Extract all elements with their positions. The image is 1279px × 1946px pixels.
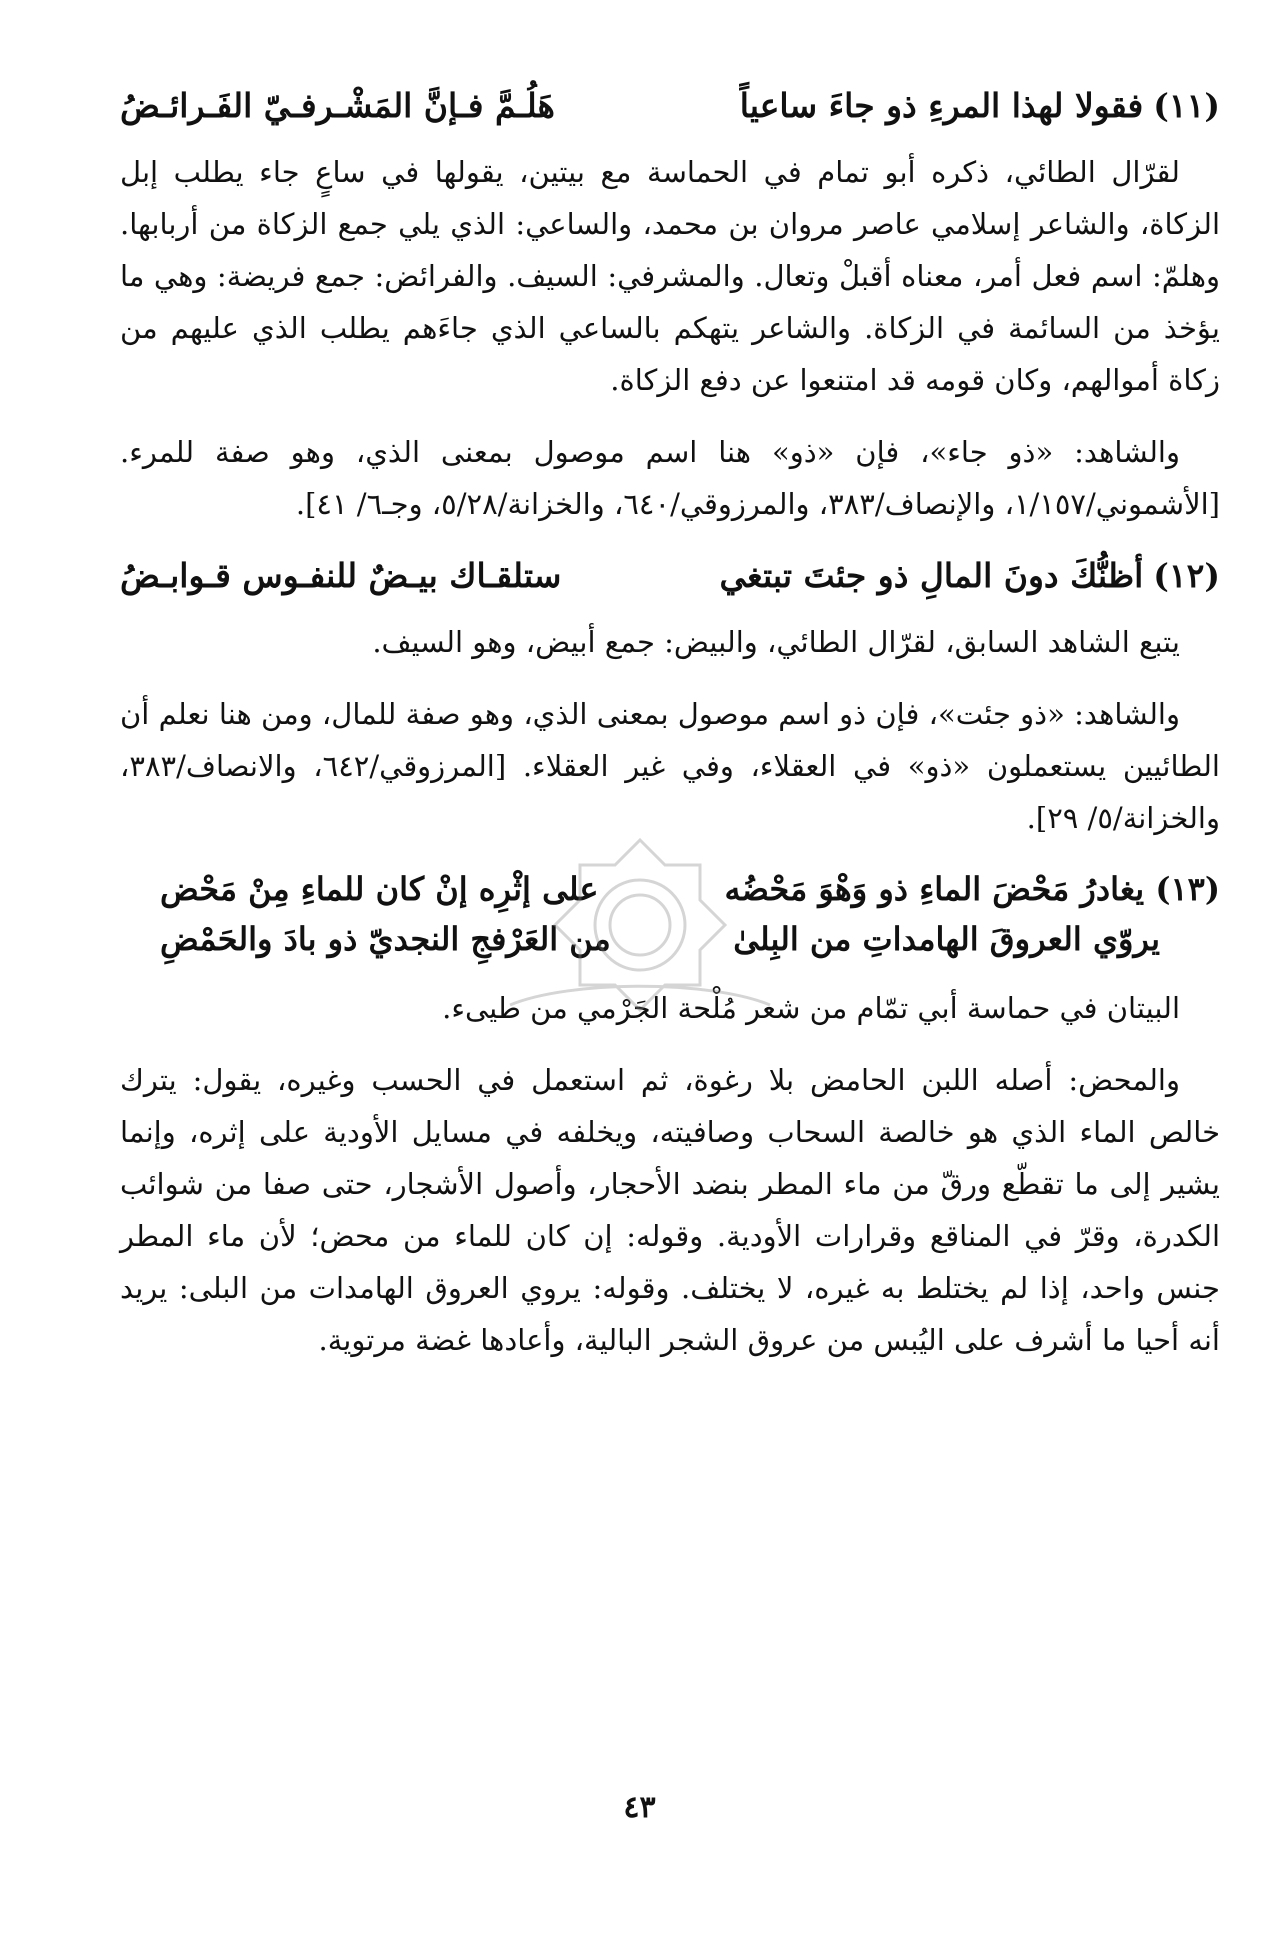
- verse-number: (١٢): [1153, 556, 1220, 595]
- commentary-paragraph: والمحض: أصله اللبن الحامض بلا رغوة، ثم استعمل في الحسب وغيره، يقول: يترك خالص الماء الذي هو خالصة السحاب وصافيته، ويخلفه في مسايل الأودية على إثره، وإنما يشير إلى ما تقطّع ورقّ من ماء المطر بنضد الأحجار، وأصول الأشجار، حتى صفا من شوائب الكدرة، وقرّ في المناقع وقرارات الأودية. وقوله: إن كان للماء من محض؛ لأن ماء المطر جنس واحد، إذا لم يختلط به غيره، لا يختلف. وقوله: يروي العروق الهامدات من البلى: يريد أنه أحيا ما أشرف على اليُبس من عروق الشجر البالية، وأعادها غضة مرتوية.: [120, 1063, 1220, 1357]
- verse-12: [120, 550, 1220, 602]
- verse-second-hemistich: على إثْرِه إنْ كان للماءِ مِنْ مَحْض: [160, 870, 599, 908]
- verse-11: [120, 80, 1220, 132]
- verse-second-hemistich: من العَرْفجِ النجديّ ذو بادَ والحَمْضِ: [160, 920, 611, 958]
- verse-second-hemistich: هَلُـمَّ فـإنَّ المَشْـرفـيّ الفَـرائـضُ: [120, 86, 555, 125]
- evidence-paragraph: والشاهد: «ذو جئت»، فإن ذو اسم موصول بمعنى الذي، وهو صفة للمال، ومن هنا نعلم أن الطائيين يستعملون «ذو» في العقلاء، وفي غير العقلاء. [المرزوقي/٦٤٢، والانصاف/٣٨٣، والخزانة/٥/ ٢٩].: [120, 697, 1220, 835]
- verse-first-hemistich: يغادرُ مَحْضَ الماءِ ذو وَهْوَ مَحْضُه: [724, 870, 1145, 908]
- verse-number: (١١): [1153, 86, 1220, 125]
- verse-number: (١٣): [1155, 870, 1220, 908]
- evidence-paragraph: والشاهد: «ذو جاء»، فإن «ذو» هنا اسم موصول بمعنى الذي، وهو صفة للمرء. [الأشموني/١/١٥٧، والإنصاف/٣٨٣، والمرزوقي/٦٤٠، والخزانة/٥/٢٨، وجـ٦/ ٤١].: [120, 435, 1220, 521]
- verse-second-hemistich: ستلقـاك بيـضٌ للنفـوس قـوابـضُ: [120, 556, 562, 595]
- verse-first-hemistich: فقولا لهذا المرءِ ذو جاءَ ساعياً: [739, 86, 1144, 125]
- verse-13: [120, 864, 1220, 964]
- verse-first-hemistich: أظنُّكَ دونَ المالِ ذو جئتَ تبتغي: [719, 556, 1144, 595]
- commentary-paragraph: يتبع الشاهد السابق، لقرّال الطائي، والبيض: جمع أبيض، وهو السيف.: [372, 625, 1180, 659]
- couplet-line: [120, 864, 1220, 914]
- page-number: ٤٣: [623, 1790, 656, 1825]
- commentary-paragraph: لقرّال الطائي، ذكره أبو تمام في الحماسة مع بيتين، يقولها في ساعٍ جاء يطلب إبل الزكاة، والشاعر إسلامي عاصر مروان بن محمد، والساعي: الذي يلي جمع الزكاة من أربابها. وهلمّ: اسم فعل أمر، معناه أقبلْ وتعال. والمشرفي: السيف. والفرائض: جمع فريضة: وهي ما يؤخذ من السائمة في الزكاة. والشاعر يتهكم بالساعي الذي جاءَهم يطلب الذي عليهم من زكاة أموالهم، وكان قومه قد امتنعوا عن دفع الزكاة.: [120, 155, 1220, 397]
- verse-first-hemistich: يروّي العروقَ الهامداتِ من البِلىٰ: [733, 920, 1160, 958]
- page-body: [120, 80, 1220, 1386]
- couplet-line: [120, 914, 1220, 964]
- commentary-paragraph: البيتان في حماسة أبي تمّام من شعر مُلْحة الجَرْمي من طيىء.: [442, 991, 1180, 1025]
